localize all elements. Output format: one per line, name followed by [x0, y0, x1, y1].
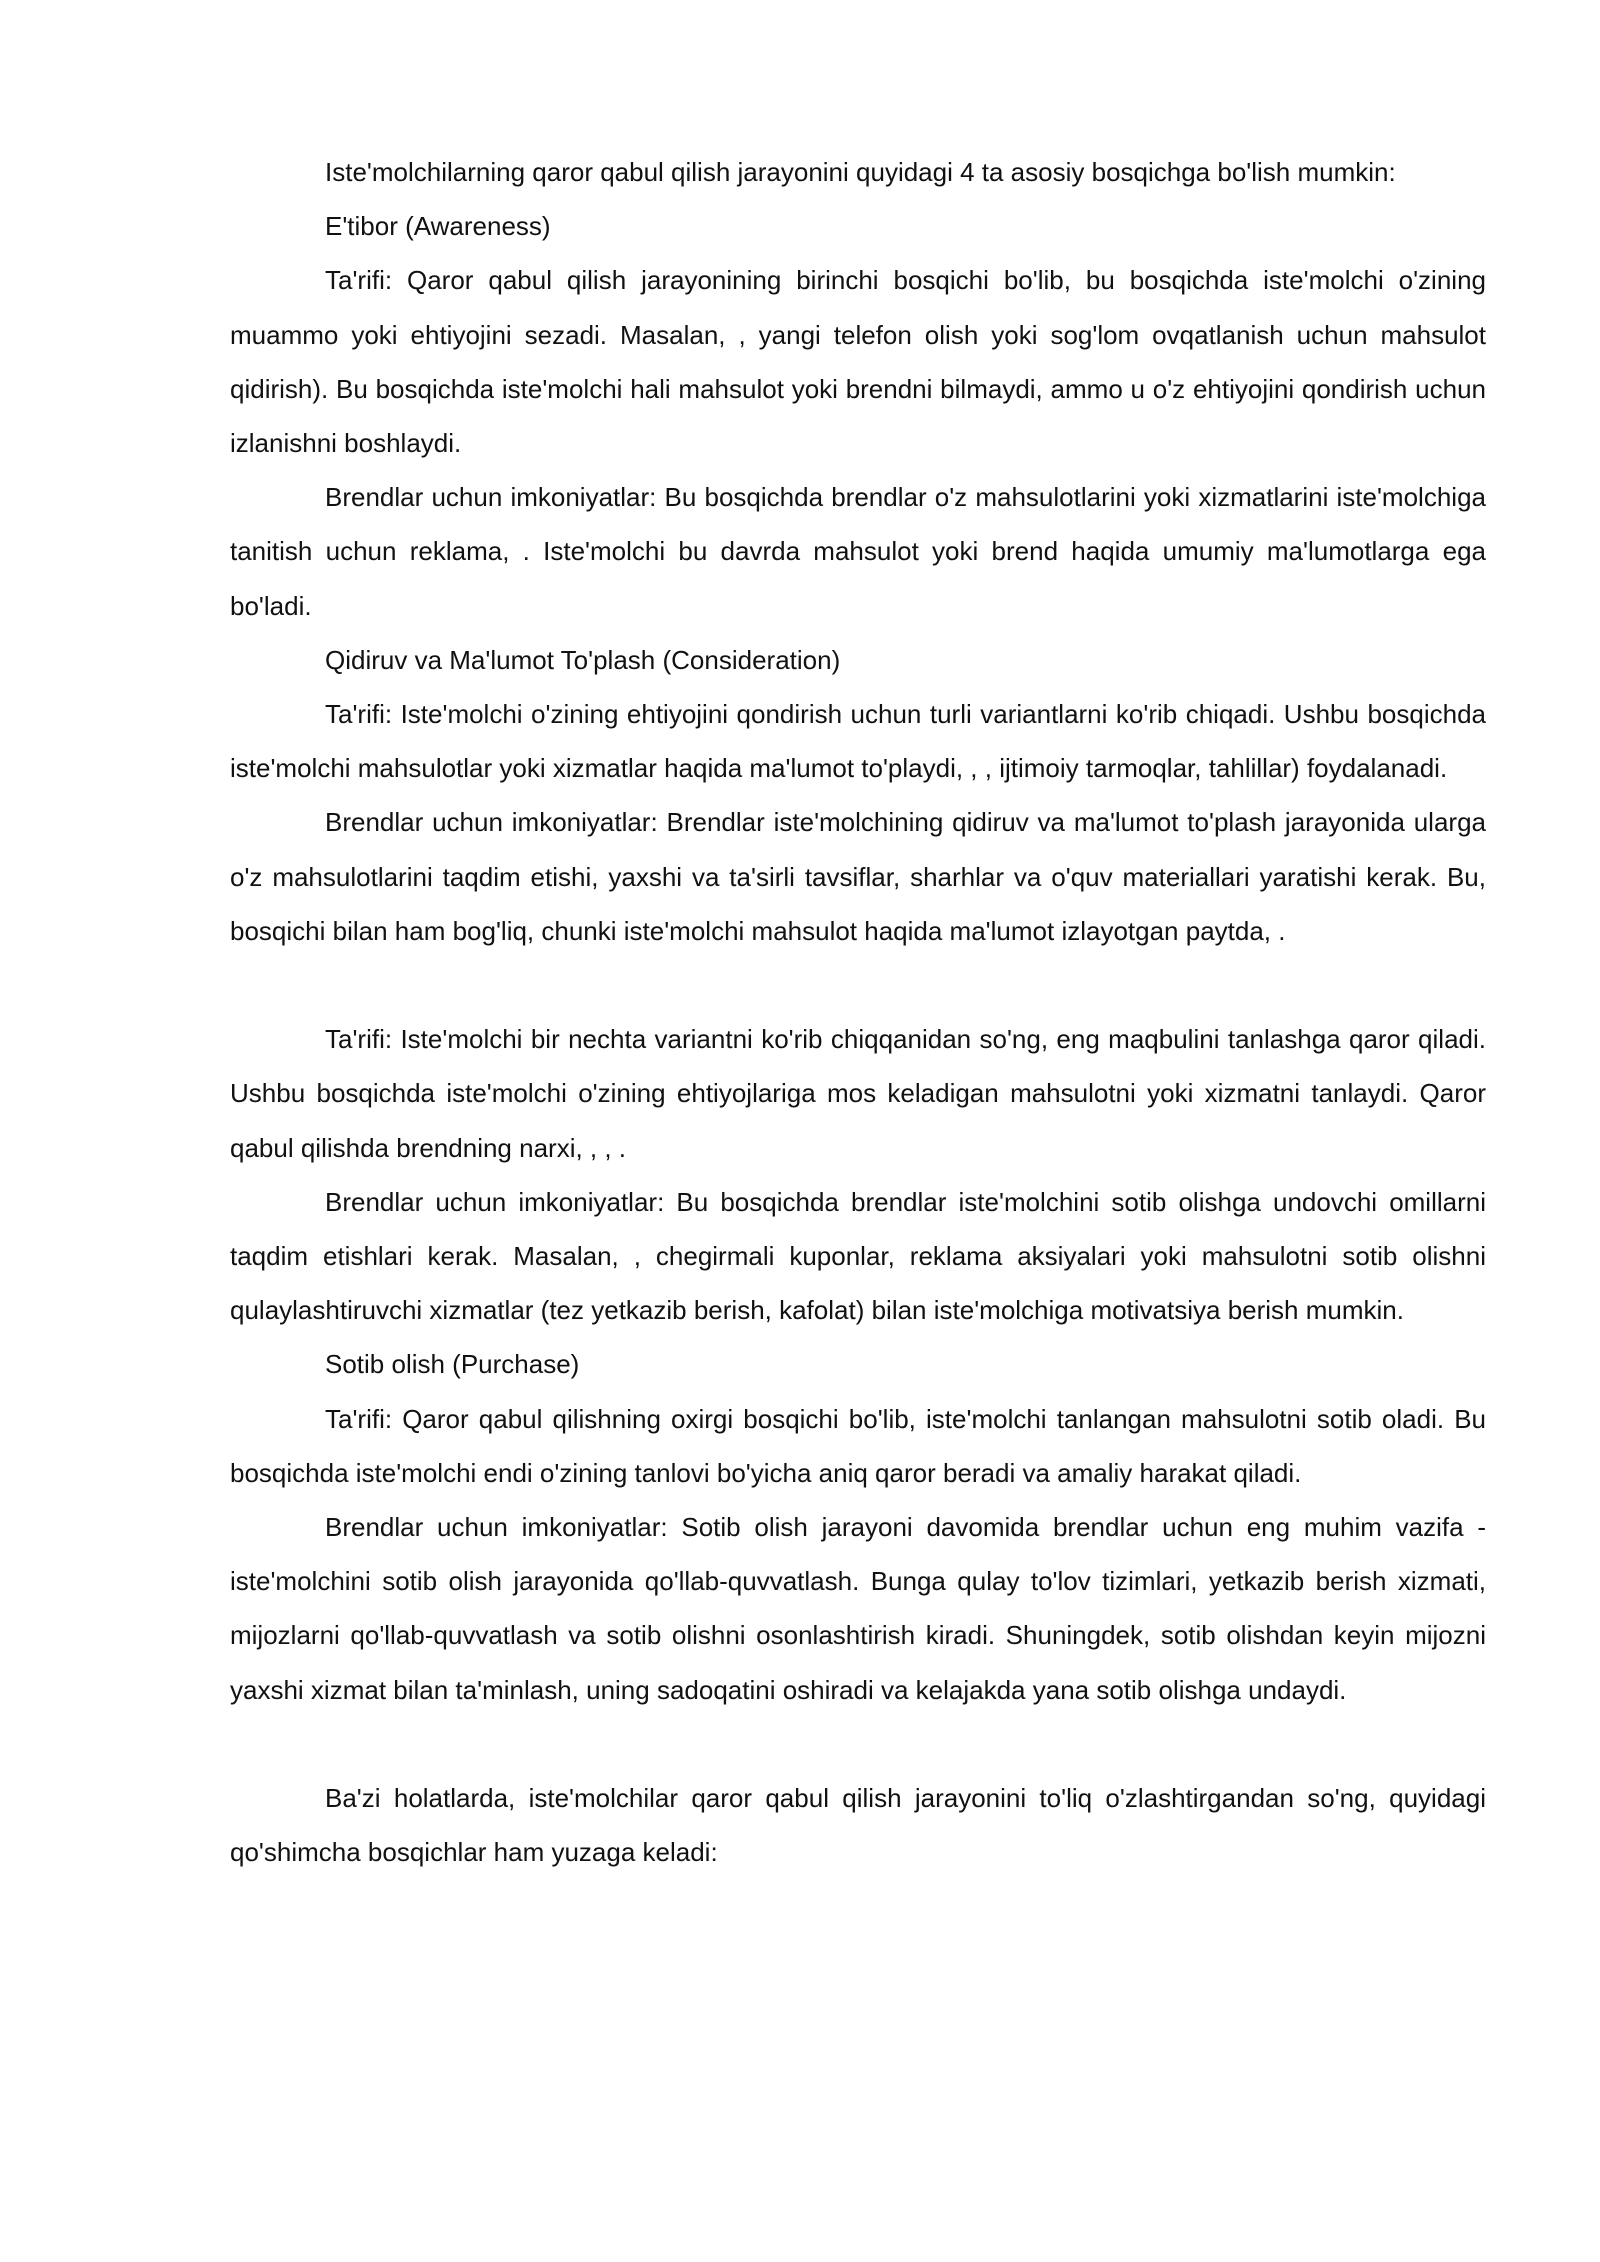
stage2-opportunities: Brendlar uchun imkoniyatlar: Brendlar iste'molchining qidiruv va ma'lumot to'plash jarayonida ularga o'z mahsulotlarini taqdim etishi, yaxshi va ta'sirli tavsiflar, sharhlar va o'quv materiallari yaratishi kerak. Bu, bosqichi bilan ham bog'liq, chunki iste'molchi mahsulot haqida ma'lumot izlayotgan paytda, . [230, 807, 1486, 946]
stage3-definition: Ta'rifi: Iste'molchi bir nechta variantni ko'rib chiqqanidan so'ng, eng maqbulini tanlashga qaror qiladi. Ushbu bosqichda iste'molchi o'zining ehtiyojlariga mos keladigan mahsulotni yoki xizmatni tanlaydi. Qaror qabul qilishda brendning narxi, , , . [230, 1024, 1486, 1163]
intro-paragraph: Iste'molchilarning qaror qabul qilish jarayonini quyidagi 4 ta asosiy bosqichga bo'lish mumkin: [325, 157, 1396, 187]
stage2-heading: Qidiruv va Ma'lumot To'plash (Consideration) [325, 644, 841, 675]
closing-paragraph: Ba'zi holatlarda, iste'molchilar qaror qabul qilish jarayonini to'liq o'zlashtirgandan so'ng, quyidagi qo'shimcha bosqichlar ham yuzaga keladi: [230, 1783, 1486, 1868]
blank-line [230, 1717, 1486, 1771]
stage1-heading: E'tibor (Awareness) [325, 211, 551, 242]
stage1-definition: Ta'rifi: Qaror qabul qilish jarayonining birinchi bosqichi bo'lib, bu bosqichda iste'molchi o'zining muammo yoki ehtiyojini sezadi. Masalan, , yangi telefon olish yoki sog'lom ovqatlanish uchun mahsulot qidirish). Bu bosqichda iste'molchi hali mahsulot yoki brendni bilmaydi, ammo u o'z ehtiyojini qondirish uchun izlanishni boshlaydi. [230, 265, 1486, 459]
document-body [230, 145, 1486, 1879]
blank-line [230, 958, 1486, 1012]
stage3-opportunities: Brendlar uchun imkoniyatlar: Bu bosqichda brendlar iste'molchini sotib olishga undovchi omillarni taqdim etishlari kerak. Masalan, , chegirmali kuponlar, reklama aksiyalari yoki mahsulotni sotib olishni qulaylashtiruvchi xizmatlar (tez yetkazib berish, kafolat) bilan iste'molchiga motivatsiya berish mumkin. [230, 1186, 1486, 1326]
stage4-opportunities: Brendlar uchun imkoniyatlar: Sotib olish jarayoni davomida brendlar uchun eng muhim vazifa - iste'molchini sotib olish jarayonida qo'llab-quvvatlash. Bunga qulay to'lov tizimlari, yetkazib berish xizmati, mijozlarni qo'llab-quvvatlash va sotib olishni osonlashtirish kiradi. Shuningdek, sotib olishdan keyin mijozni yaxshi xizmat bilan ta'minlash, uning sadoqatini oshiradi va kelajakda yana sotib olishga undaydi. [230, 1512, 1486, 1705]
stage2-definition: Ta'rifi: Iste'molchi o'zining ehtiyojini qondirish uchun turli variantlarni ko'rib chiqadi. Ushbu bosqichda iste'molchi mahsulotlar yoki xizmatlar haqida ma'lumot to'playdi, , , ijtimoiy tarmoqlar, tahlillar) foydalanadi. [230, 699, 1486, 784]
stage4-definition: Ta'rifi: Qaror qabul qilishning oxirgi bosqichi bo'lib, iste'molchi tanlangan mahsulotni sotib oladi. Bu bosqichda iste'molchi endi o'zining tanlovi bo'yicha aniq qaror beradi va amaliy harakat qiladi. [230, 1403, 1486, 1488]
stage1-opportunities: Brendlar uchun imkoniyatlar: Bu bosqichda brendlar o'z mahsulotlarini yoki xizmatlarini iste'molchiga tanitish uchun reklama, . Iste'molchi bu davrda mahsulot yoki brend haqida umumiy ma'lumotlarga ega bo'ladi. [230, 482, 1486, 621]
stage4-heading: Sotib olish (Purchase) [325, 1349, 580, 1380]
